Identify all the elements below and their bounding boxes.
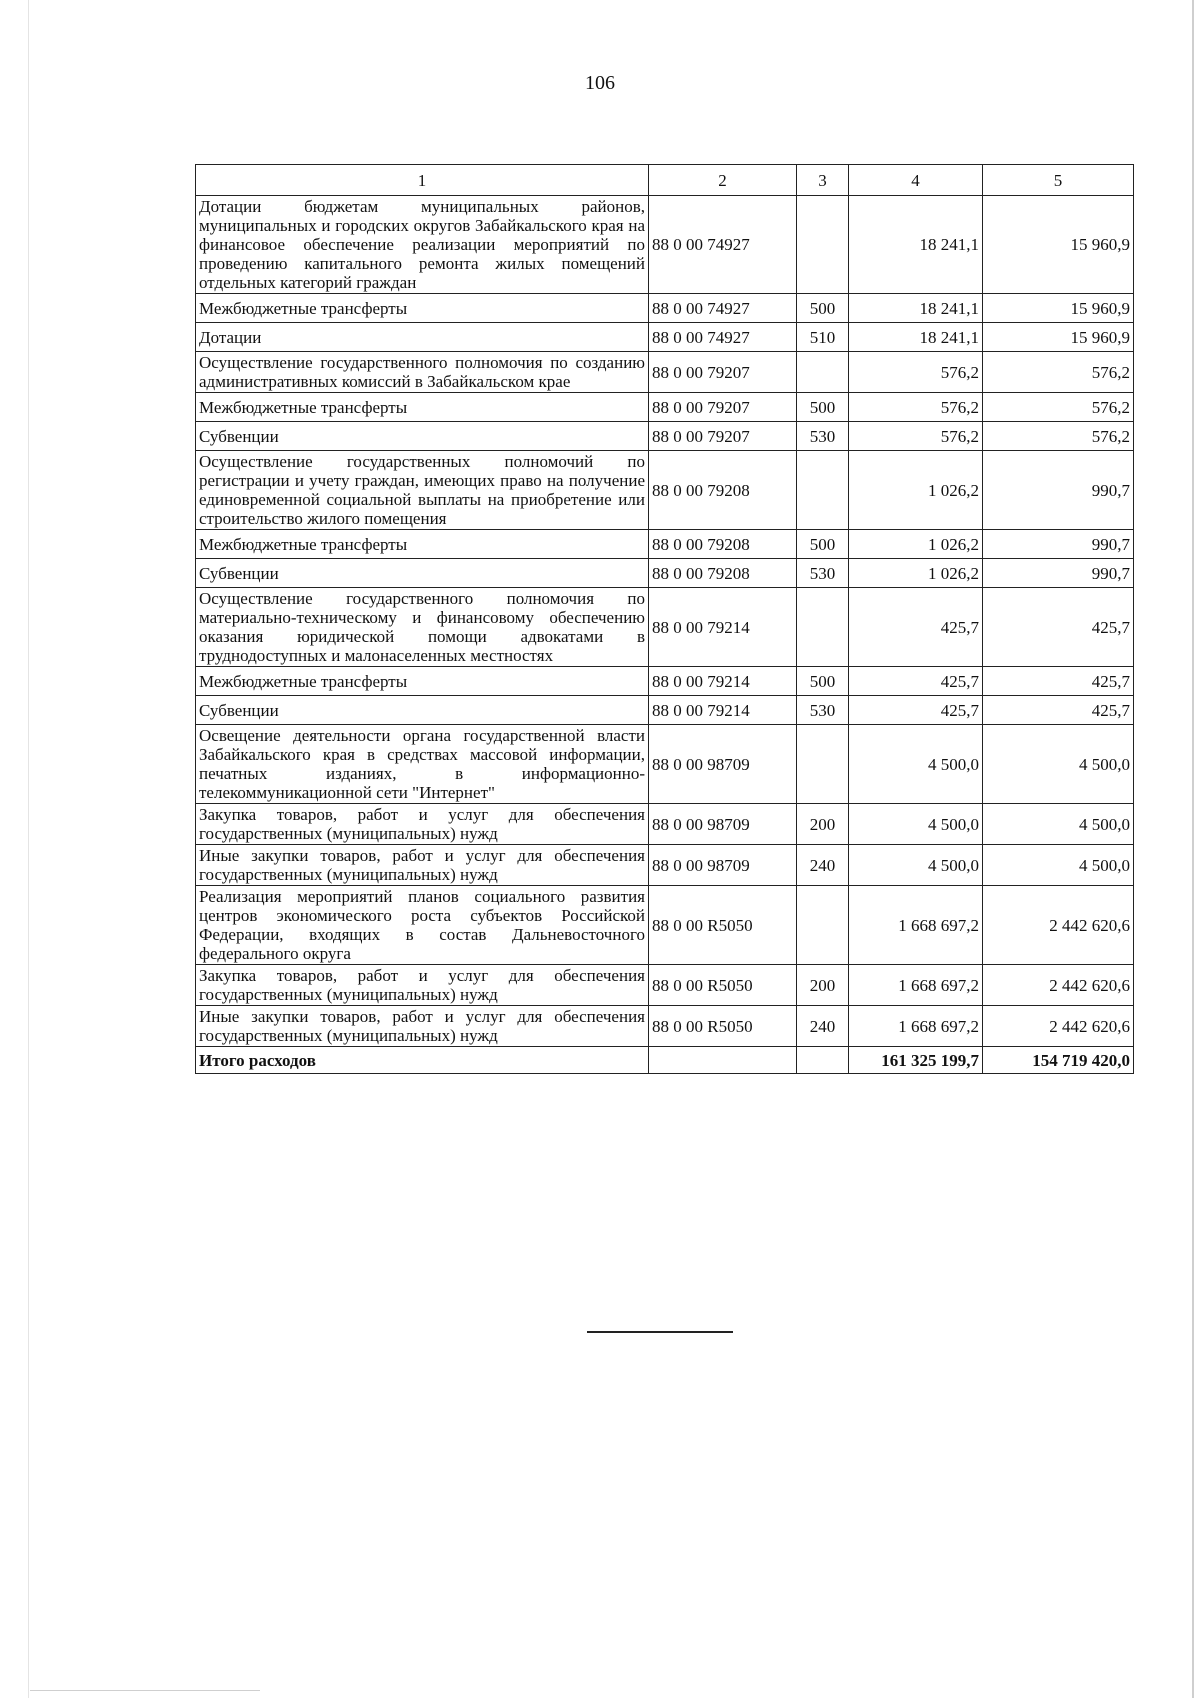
amount-year2-cell: 2 442 620,6 (983, 1006, 1134, 1047)
amount-year2-cell: 990,7 (983, 451, 1134, 530)
table-row (196, 559, 1134, 588)
amount-year2-cell: 425,7 (983, 696, 1134, 725)
target-code-cell: 88 0 00 79208 (649, 530, 797, 559)
target-code-cell: 88 0 00 98709 (649, 804, 797, 845)
expense-type-cell: 500 (797, 294, 849, 323)
item-name-cell: Межбюджетные трансферты (196, 294, 649, 323)
table-row (196, 352, 1134, 393)
amount-year1-cell: 576,2 (849, 352, 983, 393)
expense-type-cell: 530 (797, 559, 849, 588)
expense-type-cell: 500 (797, 530, 849, 559)
table-row (196, 965, 1134, 1006)
item-name-cell: Межбюджетные трансферты (196, 667, 649, 696)
target-code-cell: 88 0 00 R5050 (649, 886, 797, 965)
end-separator-line (587, 1331, 733, 1333)
table-row (196, 196, 1134, 294)
expense-type-cell: 240 (797, 1006, 849, 1047)
table-row (196, 393, 1134, 422)
expense-type-cell: 240 (797, 845, 849, 886)
expense-type-cell: 200 (797, 965, 849, 1006)
table-header-row (196, 165, 1134, 196)
header-cell-5: 5 (983, 165, 1134, 196)
page-edge-right (1192, 0, 1194, 1698)
amount-year1-cell: 425,7 (849, 667, 983, 696)
table-row (196, 530, 1134, 559)
target-code-cell: 88 0 00 79214 (649, 667, 797, 696)
item-name-cell: Субвенции (196, 696, 649, 725)
target-code-cell: 88 0 00 R5050 (649, 965, 797, 1006)
amount-year2-cell: 425,7 (983, 588, 1134, 667)
header-cell-2: 2 (649, 165, 797, 196)
amount-year1-cell: 161 325 199,7 (849, 1047, 983, 1074)
target-code-cell: 88 0 00 74927 (649, 294, 797, 323)
expense-type-cell (797, 451, 849, 530)
item-name-cell: Закупка товаров, работ и услуг для обеспечения государственных (муниципальных) нужд (196, 965, 649, 1006)
table-body (196, 165, 1134, 1074)
expense-type-cell: 510 (797, 323, 849, 352)
amount-year2-cell: 15 960,9 (983, 196, 1134, 294)
page-edge-bottom (30, 1690, 260, 1691)
target-code-cell: 88 0 00 79207 (649, 352, 797, 393)
header-cell-4: 4 (849, 165, 983, 196)
target-code-cell: 88 0 00 79214 (649, 588, 797, 667)
table-row (196, 886, 1134, 965)
expense-type-cell: 530 (797, 422, 849, 451)
item-name-cell: Осуществление государственных полномочий по регистрации и учету граждан, имеющих право на получение единовременной социальной выплаты на приобретение или строительство жилого помещения (196, 451, 649, 530)
page-edge-left (28, 0, 29, 1698)
amount-year1-cell: 1 026,2 (849, 559, 983, 588)
amount-year2-cell: 4 500,0 (983, 725, 1134, 804)
table-row (196, 845, 1134, 886)
target-code-cell: 88 0 00 79207 (649, 422, 797, 451)
header-cell-3: 3 (797, 165, 849, 196)
item-name-cell: Осуществление государственного полномочия по созданию административных комиссий в Забайкальском крае (196, 352, 649, 393)
amount-year2-cell: 2 442 620,6 (983, 886, 1134, 965)
target-code-cell: 88 0 00 79208 (649, 559, 797, 588)
item-name-cell: Субвенции (196, 559, 649, 588)
expense-type-cell: 500 (797, 667, 849, 696)
item-name-cell: Осуществление государственного полномочия по материально-техническому и финансовому обеспечению оказания юридической помощи адвокатами в труднодоступных и малонаселенных местностях (196, 588, 649, 667)
target-code-cell: 88 0 00 R5050 (649, 1006, 797, 1047)
expense-type-cell: 500 (797, 393, 849, 422)
amount-year1-cell: 425,7 (849, 588, 983, 667)
table-row (196, 1006, 1134, 1047)
item-name-cell: Итого расходов (196, 1047, 649, 1074)
target-code-cell: 88 0 00 74927 (649, 196, 797, 294)
item-name-cell: Реализация мероприятий планов социального развития центров экономического роста субъектов Российской Федерации, входящих в состав Дальневосточного федерального округа (196, 886, 649, 965)
table-row (196, 804, 1134, 845)
total-row (196, 1047, 1134, 1074)
amount-year1-cell: 4 500,0 (849, 804, 983, 845)
target-code-cell (649, 1047, 797, 1074)
expense-type-cell: 200 (797, 804, 849, 845)
amount-year1-cell: 1 026,2 (849, 451, 983, 530)
amount-year1-cell: 18 241,1 (849, 196, 983, 294)
amount-year2-cell: 425,7 (983, 667, 1134, 696)
table-row (196, 696, 1134, 725)
item-name-cell: Дотации (196, 323, 649, 352)
budget-table (195, 164, 1134, 1074)
target-code-cell: 88 0 00 98709 (649, 725, 797, 804)
item-name-cell: Дотации бюджетам муниципальных районов, муниципальных и городских округов Забайкальского края на финансовое обеспечение реализации мероприятий по проведению капитального ремонта жилых помещений отдельных категорий граждан (196, 196, 649, 294)
amount-year1-cell: 425,7 (849, 696, 983, 725)
expense-type-cell (797, 1047, 849, 1074)
amount-year1-cell: 576,2 (849, 422, 983, 451)
amount-year2-cell: 990,7 (983, 530, 1134, 559)
target-code-cell: 88 0 00 79208 (649, 451, 797, 530)
expense-type-cell (797, 725, 849, 804)
page-number: 106 (585, 72, 615, 94)
expense-type-cell (797, 886, 849, 965)
amount-year2-cell: 4 500,0 (983, 804, 1134, 845)
table-row (196, 588, 1134, 667)
table-row (196, 667, 1134, 696)
amount-year1-cell: 1 668 697,2 (849, 965, 983, 1006)
target-code-cell: 88 0 00 74927 (649, 323, 797, 352)
target-code-cell: 88 0 00 79207 (649, 393, 797, 422)
header-cell-1: 1 (196, 165, 649, 196)
item-name-cell: Межбюджетные трансферты (196, 530, 649, 559)
amount-year2-cell: 15 960,9 (983, 294, 1134, 323)
table-row (196, 422, 1134, 451)
amount-year2-cell: 15 960,9 (983, 323, 1134, 352)
amount-year1-cell: 1 668 697,2 (849, 1006, 983, 1047)
amount-year1-cell: 18 241,1 (849, 323, 983, 352)
target-code-cell: 88 0 00 98709 (649, 845, 797, 886)
amount-year1-cell: 18 241,1 (849, 294, 983, 323)
amount-year2-cell: 2 442 620,6 (983, 965, 1134, 1006)
table-row (196, 323, 1134, 352)
amount-year2-cell: 154 719 420,0 (983, 1047, 1134, 1074)
item-name-cell: Освещение деятельности органа государственной власти Забайкальского края в средствах массовой информации, печатных изданиях, в информационно-телекоммуникационной сети "Интернет" (196, 725, 649, 804)
table-row (196, 294, 1134, 323)
expense-type-cell (797, 588, 849, 667)
amount-year1-cell: 4 500,0 (849, 845, 983, 886)
item-name-cell: Иные закупки товаров, работ и услуг для обеспечения государственных (муниципальных) нужд (196, 845, 649, 886)
amount-year1-cell: 576,2 (849, 393, 983, 422)
amount-year1-cell: 1 026,2 (849, 530, 983, 559)
expense-type-cell (797, 352, 849, 393)
amount-year2-cell: 576,2 (983, 422, 1134, 451)
expense-type-cell: 530 (797, 696, 849, 725)
expense-type-cell (797, 196, 849, 294)
target-code-cell: 88 0 00 79214 (649, 696, 797, 725)
table-row (196, 725, 1134, 804)
amount-year2-cell: 576,2 (983, 393, 1134, 422)
item-name-cell: Субвенции (196, 422, 649, 451)
item-name-cell: Закупка товаров, работ и услуг для обеспечения государственных (муниципальных) нужд (196, 804, 649, 845)
item-name-cell: Межбюджетные трансферты (196, 393, 649, 422)
table-row (196, 451, 1134, 530)
amount-year1-cell: 1 668 697,2 (849, 886, 983, 965)
amount-year1-cell: 4 500,0 (849, 725, 983, 804)
amount-year2-cell: 990,7 (983, 559, 1134, 588)
item-name-cell: Иные закупки товаров, работ и услуг для обеспечения государственных (муниципальных) нужд (196, 1006, 649, 1047)
amount-year2-cell: 4 500,0 (983, 845, 1134, 886)
amount-year2-cell: 576,2 (983, 352, 1134, 393)
